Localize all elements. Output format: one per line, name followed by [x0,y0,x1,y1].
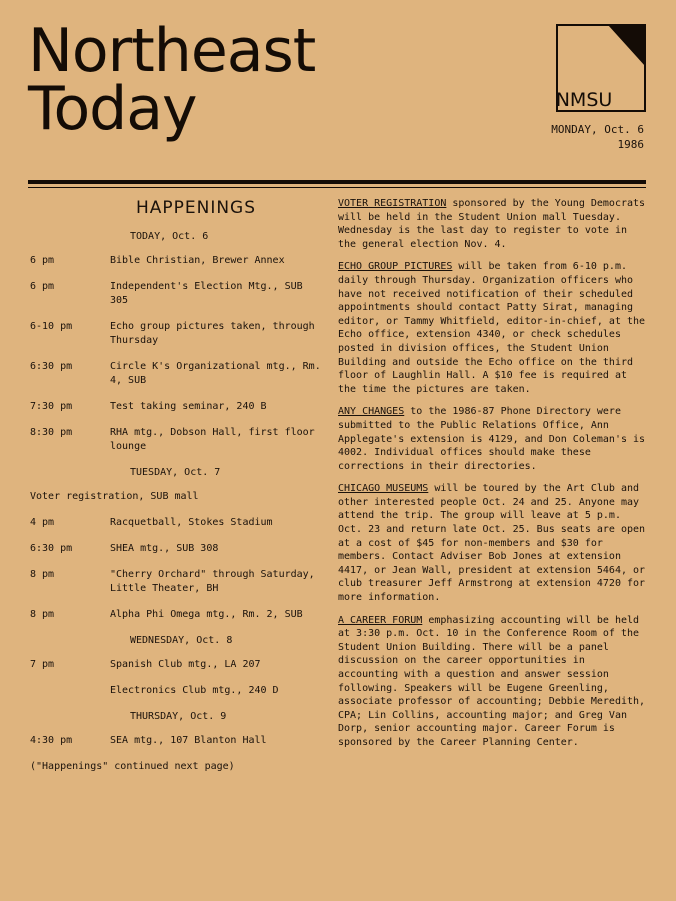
announcement [338,482,648,604]
nmsu-logo-mark [556,24,646,112]
event-time: 8:30 pm [30,427,73,438]
announcement-lead: ECHO GROUP PICTURES [338,261,453,273]
event-row [30,320,322,348]
issue-date [524,122,644,152]
event-desc: RHA mtg., Dobson Hall, first floor lounge [110,427,315,452]
event-desc: Bible Christian, Brewer Annex [110,255,285,266]
event-desc: Alpha Phi Omega mtg., Rm. 2, SUB [110,609,303,620]
logo-text: NMSU [556,89,613,111]
event-time: 7 pm [30,659,55,670]
event-time: 6-10 pm [30,321,73,332]
event-row [30,684,322,698]
event-time: 4:30 pm [30,735,73,746]
happenings-heading: HAPPENINGS [135,198,257,218]
day-label: WEDNESDAY, Oct. 8 [130,635,233,646]
announcements-column [338,197,648,759]
event-row [30,254,322,268]
masthead-title [28,16,316,144]
masthead-rule-thin [28,187,646,188]
event-desc: "Cherry Orchard" through Saturday, Little Theater, BH [110,569,315,594]
announcement [338,197,648,251]
day-label: TUESDAY, Oct. 7 [130,467,221,478]
event-time: 6:30 pm [30,361,73,372]
event-row [30,658,322,672]
event-desc: Electronics Club mtg., 240 D [110,685,279,696]
event-time: 4 pm [30,517,55,528]
happenings-column [30,194,322,786]
event-time: 6:30 pm [30,543,73,554]
event-row [30,426,322,454]
event-time: 6 pm [30,255,55,266]
title-line-2: Today [28,74,197,144]
announcement [338,260,648,396]
event-time: 8 pm [30,609,55,620]
event-time: 8 pm [30,569,55,580]
event-desc: SEA mtg., 107 Blanton Hall [110,735,267,746]
announcement-body: to the 1986-87 Phone Directory were submitted to the Public Relations Office, Ann Applegate's extension is 4129, and Don Coleman's is 4002. Individual offices should make these corrections in their directories. [338,406,646,472]
announcement-body: sponsored by the Young Democrats will be held in the Student Union mall Tuesday. Wednesday is the last day to register to vote in the general election Nov. 4. [338,198,646,250]
continued-note: ("Happenings" continued next page) [30,761,235,772]
day-label: THURSDAY, Oct. 9 [130,711,227,722]
announcement-lead: CHICAGO MUSEUMS [338,483,429,495]
event-desc: SHEA mtg., SUB 308 [110,543,219,554]
event-row [30,360,322,388]
nmsu-logo [556,24,646,112]
announcement [338,405,648,473]
event-time: 7:30 pm [30,401,73,412]
event-row [30,542,322,556]
event-time: 6 pm [30,281,55,292]
event-desc: Echo group pictures taken, through Thursday [110,321,315,346]
event-row [30,280,322,308]
date-year: 1986 [617,138,644,151]
event-desc: Independent's Election Mtg., SUB 305 [110,281,303,306]
announcement [338,614,648,750]
event-desc: Test taking seminar, 240 B [110,401,267,412]
event-row [30,400,322,414]
announcement-body: will be taken from 6-10 p.m. daily through Thursday. Organization officers who have not received notification of their scheduled appointments should contact Patty Sirat, managing editor, or Tammy Whitfield, editor-in-chief, at the Echo office, extension 4340, or check schedules posted in division offices, the Student Union Building and outside the Echo office on the third floor of Laughlin Hall. A $10 fee is required at the time the pictures are taken. [338,261,646,395]
announcement-lead: VOTER REGISTRATION [338,198,447,209]
event-row [30,568,322,596]
event-desc: Racquetball, Stokes Stadium [110,517,273,528]
announcement-body: emphasizing accounting will be held at 3:30 p.m. Oct. 10 in the Conference Room of the Student Union Building. There will be a panel discussion on the career opportunities in accounting with a question and answer session following. Speakers will be Eugene Greenling, associate professor of accounting; Debbie Meredith, CPA; Lin Collins, accounting major; and Greg Van Dorp, senior accounting major. Career Forum is sponsored by the Career Planning Center. [338,614,646,748]
masthead-rule-thick [28,180,646,184]
date-day: MONDAY, Oct. 6 [551,123,644,136]
announcement-lead: ANY CHANGES [338,406,405,418]
event-row [30,516,322,530]
event-desc: Circle K's Organizational mtg., Rm. 4, SUB [110,361,321,386]
announcement-lead: A CAREER FORUM [338,614,423,626]
day-label: TODAY, Oct. 6 [130,231,209,242]
event-row [30,608,322,622]
event-time [30,684,110,698]
title-line-1: Northeast [28,16,316,86]
event-desc: Spanish Club mtg., LA 207 [110,659,261,670]
event-wide: Voter registration, SUB mall [30,491,199,502]
announcement-body: will be toured by the Art Club and other interested people Oct. 24 and 25. Anyone may attend the trip. The group will leave at 5 p.m. Oct. 23 and return late Oct. 25. Bus seats are open at a cost of $45 for non-members and $30 for members. Contact Adviser Bob Jones at extension 4417, or Jean Wall, president at extension 5464, or club treasurer Jeff Armstrong at extension 4720 for more information. [338,483,646,604]
event-row [30,734,322,748]
